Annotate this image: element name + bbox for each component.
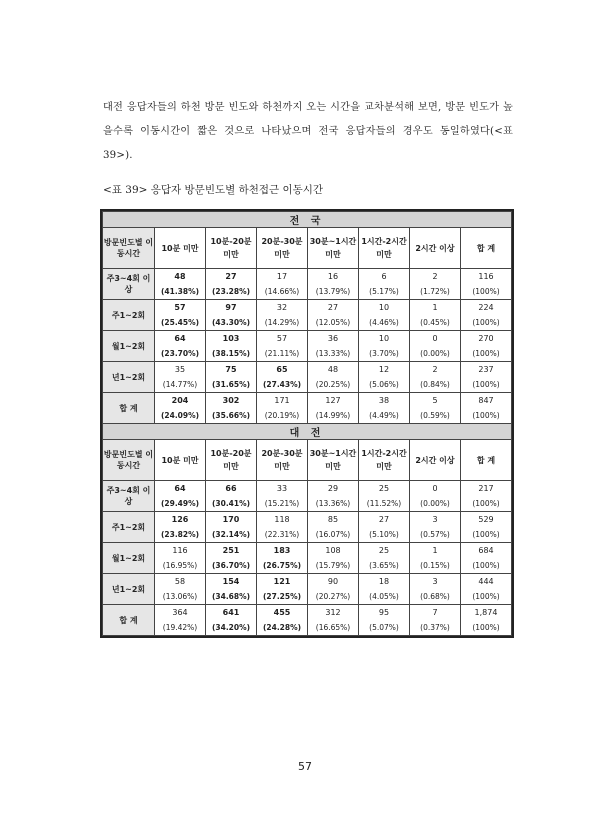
count-cell: 121 (257, 574, 308, 590)
percent-cell: (15.79%) (308, 558, 359, 574)
row-header: 주1~2회 (103, 300, 155, 331)
percent-cell: (13.79%) (308, 284, 359, 300)
percent-cell: (12.05%) (308, 315, 359, 331)
percent-cell: (100%) (461, 527, 512, 543)
corner-header: 방문빈도별 이동시간 (103, 228, 155, 269)
count-cell: 847 (461, 393, 512, 409)
body-paragraph: 대전 응답자들의 하천 방문 빈도와 하천까지 오는 시간을 교차분석해 보면, 방문 빈도가 높을수록 이동시간이 짧은 것으로 나타났으며 전국 응답자들의 경우도 동일하였다(<표 39>). (103, 102, 513, 161)
table-row (103, 574, 512, 590)
count-cell: 224 (461, 300, 512, 316)
section-title-row (103, 424, 512, 440)
count-cell: 312 (308, 605, 359, 621)
table-caption: <표 39> 응답자 방문빈도별 하천접근 이동시간 (103, 184, 324, 196)
count-cell: 171 (257, 393, 308, 409)
count-cell: 3 (410, 574, 461, 590)
percent-cell: (0.84%) (410, 377, 461, 393)
percent-cell: (19.42%) (155, 620, 206, 636)
row-header: 년1~2회 (103, 574, 155, 605)
count-cell: 10 (359, 300, 410, 316)
count-cell: 35 (155, 362, 206, 378)
percent-cell: (24.09%) (155, 408, 206, 424)
table-row-percent (103, 408, 512, 424)
percent-cell: (32.14%) (206, 527, 257, 543)
row-header: 월1~2회 (103, 331, 155, 362)
percent-cell: (100%) (461, 346, 512, 362)
count-cell: 6 (359, 269, 410, 285)
count-cell: 126 (155, 512, 206, 528)
percent-cell: (13.36%) (308, 496, 359, 512)
count-cell: 32 (257, 300, 308, 316)
section-title: 전 국 (103, 212, 512, 228)
percent-cell: (25.45%) (155, 315, 206, 331)
column-header: 10분-20분 미만 (206, 440, 257, 481)
percent-cell: (13.33%) (308, 346, 359, 362)
percent-cell: (4.46%) (359, 315, 410, 331)
percent-cell: (16.07%) (308, 527, 359, 543)
count-cell: 97 (206, 300, 257, 316)
percent-cell: (3.70%) (359, 346, 410, 362)
row-header: 주1~2회 (103, 512, 155, 543)
percent-cell: (4.05%) (359, 589, 410, 605)
column-header: 2시간 이상 (410, 228, 461, 269)
percent-cell: (100%) (461, 284, 512, 300)
count-cell: 118 (257, 512, 308, 528)
count-cell: 10 (359, 331, 410, 347)
column-header: 합 계 (461, 228, 512, 269)
count-cell: 0 (410, 481, 461, 497)
count-cell: 33 (257, 481, 308, 497)
count-cell: 36 (308, 331, 359, 347)
count-cell: 183 (257, 543, 308, 559)
data-table (102, 211, 512, 636)
percent-cell: (24.28%) (257, 620, 308, 636)
header-row (103, 440, 512, 481)
table-row-percent (103, 315, 512, 331)
percent-cell: (36.70%) (206, 558, 257, 574)
percent-cell: (100%) (461, 620, 512, 636)
count-cell: 27 (308, 300, 359, 316)
page-number: 57 (298, 760, 312, 773)
percent-cell: (11.52%) (359, 496, 410, 512)
count-cell: 127 (308, 393, 359, 409)
column-header: 1시간-2시간 미만 (359, 440, 410, 481)
count-cell: 0 (410, 331, 461, 347)
count-cell: 251 (206, 543, 257, 559)
count-cell: 302 (206, 393, 257, 409)
count-cell: 108 (308, 543, 359, 559)
count-cell: 2 (410, 362, 461, 378)
count-cell: 237 (461, 362, 512, 378)
percent-cell: (5.07%) (359, 620, 410, 636)
row-header: 합 계 (103, 605, 155, 636)
cross-tab-table (100, 209, 514, 638)
percent-cell: (0.68%) (410, 589, 461, 605)
row-header: 년1~2회 (103, 362, 155, 393)
percent-cell: (35.66%) (206, 408, 257, 424)
percent-cell: (14.99%) (308, 408, 359, 424)
table-row (103, 481, 512, 497)
count-cell: 641 (206, 605, 257, 621)
count-cell: 2 (410, 269, 461, 285)
table-row-percent (103, 527, 512, 543)
table-row-percent (103, 558, 512, 574)
count-cell: 38 (359, 393, 410, 409)
count-cell: 65 (257, 362, 308, 378)
percent-cell: (5.17%) (359, 284, 410, 300)
table-row (103, 362, 512, 378)
percent-cell: (20.27%) (308, 589, 359, 605)
count-cell: 66 (206, 481, 257, 497)
count-cell: 25 (359, 481, 410, 497)
count-cell: 25 (359, 543, 410, 559)
percent-cell: (0.45%) (410, 315, 461, 331)
table-row-percent (103, 589, 512, 605)
count-cell: 29 (308, 481, 359, 497)
table-row-percent (103, 346, 512, 362)
column-header: 30분~1시간 미만 (308, 228, 359, 269)
percent-cell: (16.95%) (155, 558, 206, 574)
percent-cell: (100%) (461, 408, 512, 424)
count-cell: 217 (461, 481, 512, 497)
count-cell: 1 (410, 300, 461, 316)
percent-cell: (23.70%) (155, 346, 206, 362)
count-cell: 48 (155, 269, 206, 285)
percent-cell: (23.82%) (155, 527, 206, 543)
percent-cell: (1.72%) (410, 284, 461, 300)
count-cell: 90 (308, 574, 359, 590)
table-row-percent (103, 284, 512, 300)
count-cell: 3 (410, 512, 461, 528)
percent-cell: (100%) (461, 377, 512, 393)
percent-cell: (29.49%) (155, 496, 206, 512)
count-cell: 103 (206, 331, 257, 347)
column-header: 20분-30분 미만 (257, 228, 308, 269)
percent-cell: (5.06%) (359, 377, 410, 393)
count-cell: 1,874 (461, 605, 512, 621)
count-cell: 58 (155, 574, 206, 590)
count-cell: 85 (308, 512, 359, 528)
percent-cell: (13.06%) (155, 589, 206, 605)
table-row (103, 543, 512, 559)
percent-cell: (100%) (461, 558, 512, 574)
column-header: 10분-20분 미만 (206, 228, 257, 269)
column-header: 1시간-2시간 미만 (359, 228, 410, 269)
table-row-percent (103, 496, 512, 512)
percent-cell: (22.31%) (257, 527, 308, 543)
percent-cell: (41.38%) (155, 284, 206, 300)
percent-cell: (15.21%) (257, 496, 308, 512)
percent-cell: (43.30%) (206, 315, 257, 331)
count-cell: 57 (257, 331, 308, 347)
count-cell: 154 (206, 574, 257, 590)
column-header: 2시간 이상 (410, 440, 461, 481)
percent-cell: (0.00%) (410, 496, 461, 512)
count-cell: 18 (359, 574, 410, 590)
row-header: 합 계 (103, 393, 155, 424)
table-row-percent (103, 620, 512, 636)
percent-cell: (21.11%) (257, 346, 308, 362)
column-header: 30분~1시간 미만 (308, 440, 359, 481)
percent-cell: (34.68%) (206, 589, 257, 605)
count-cell: 364 (155, 605, 206, 621)
percent-cell: (0.37%) (410, 620, 461, 636)
percent-cell: (3.65%) (359, 558, 410, 574)
header-row (103, 228, 512, 269)
count-cell: 17 (257, 269, 308, 285)
percent-cell: (30.41%) (206, 496, 257, 512)
percent-cell: (100%) (461, 496, 512, 512)
count-cell: 64 (155, 331, 206, 347)
count-cell: 1 (410, 543, 461, 559)
count-cell: 7 (410, 605, 461, 621)
table-row (103, 300, 512, 316)
percent-cell: (100%) (461, 589, 512, 605)
count-cell: 170 (206, 512, 257, 528)
percent-cell: (16.65%) (308, 620, 359, 636)
percent-cell: (14.29%) (257, 315, 308, 331)
count-cell: 95 (359, 605, 410, 621)
percent-cell: (20.25%) (308, 377, 359, 393)
percent-cell: (31.65%) (206, 377, 257, 393)
column-header: 합 계 (461, 440, 512, 481)
count-cell: 455 (257, 605, 308, 621)
row-header: 월1~2회 (103, 543, 155, 574)
percent-cell: (27.25%) (257, 589, 308, 605)
count-cell: 64 (155, 481, 206, 497)
percent-cell: (20.19%) (257, 408, 308, 424)
column-header: 20분-30분 미만 (257, 440, 308, 481)
count-cell: 529 (461, 512, 512, 528)
column-header: 10분 미만 (155, 228, 206, 269)
percent-cell: (0.57%) (410, 527, 461, 543)
section-title: 대 전 (103, 424, 512, 440)
percent-cell: (5.10%) (359, 527, 410, 543)
percent-cell: (38.15%) (206, 346, 257, 362)
table-row (103, 269, 512, 285)
count-cell: 270 (461, 331, 512, 347)
percent-cell: (14.77%) (155, 377, 206, 393)
percent-cell: (100%) (461, 315, 512, 331)
count-cell: 116 (155, 543, 206, 559)
percent-cell: (14.66%) (257, 284, 308, 300)
percent-cell: (23.28%) (206, 284, 257, 300)
percent-cell: (34.20%) (206, 620, 257, 636)
count-cell: 684 (461, 543, 512, 559)
count-cell: 12 (359, 362, 410, 378)
column-header: 10분 미만 (155, 440, 206, 481)
count-cell: 27 (359, 512, 410, 528)
table-row (103, 393, 512, 409)
row-header: 주3~4회 이상 (103, 481, 155, 512)
count-cell: 5 (410, 393, 461, 409)
count-cell: 48 (308, 362, 359, 378)
count-cell: 57 (155, 300, 206, 316)
table-row-percent (103, 377, 512, 393)
percent-cell: (0.59%) (410, 408, 461, 424)
percent-cell: (27.43%) (257, 377, 308, 393)
count-cell: 204 (155, 393, 206, 409)
percent-cell: (4.49%) (359, 408, 410, 424)
corner-header: 방문빈도별 이동시간 (103, 440, 155, 481)
table-row (103, 512, 512, 528)
count-cell: 27 (206, 269, 257, 285)
table-row (103, 605, 512, 621)
count-cell: 16 (308, 269, 359, 285)
table-row (103, 331, 512, 347)
count-cell: 116 (461, 269, 512, 285)
percent-cell: (0.15%) (410, 558, 461, 574)
row-header: 주3~4회 이상 (103, 269, 155, 300)
count-cell: 444 (461, 574, 512, 590)
section-title-row (103, 212, 512, 228)
count-cell: 75 (206, 362, 257, 378)
percent-cell: (0.00%) (410, 346, 461, 362)
percent-cell: (26.75%) (257, 558, 308, 574)
